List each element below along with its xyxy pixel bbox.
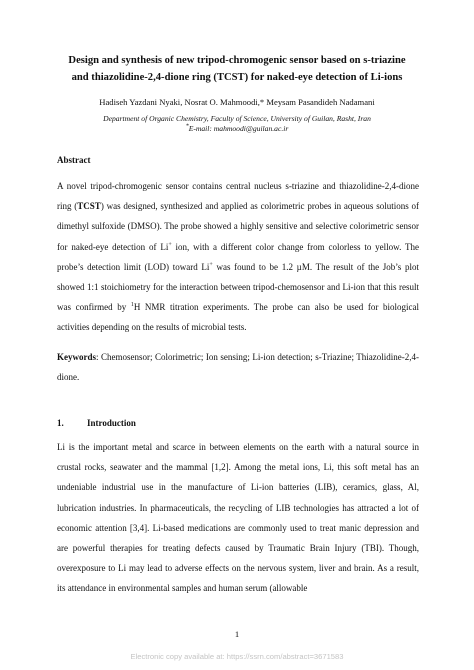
section-number: 1. — [57, 418, 64, 428]
superscript-plus: + — [168, 241, 172, 248]
abstract-text-3: ion, with a different color change from colorless to yellow. The probe’s detection limit (LOD) toward Li — [57, 241, 419, 272]
title-line-2: and thiazolidine-2,4-dione ring (TCST) for naked-eye detection of Li-ions — [71, 72, 403, 83]
tcst-acronym: TCST — [77, 201, 101, 212]
author-list: Hadiseh Yazdani Nyaki, Nosrat O. Mahmoodi,* Meysam Pasandideh Nadamani — [99, 97, 375, 107]
page-number: 1 — [234, 629, 240, 639]
abstract-text-1: A novel tripod-chromogenic sensor contains central nucleus s-triazine and thiazolidine-2,4-dione ring ( — [57, 181, 419, 212]
corresponding-mark: * — [185, 123, 189, 130]
keywords-label: Keywords — [57, 352, 96, 362]
email-line — [40, 124, 434, 134]
keywords — [57, 347, 419, 387]
abstract-heading: Abstract — [57, 155, 91, 165]
superscript-plus: + — [209, 261, 213, 268]
title-line-1: Design and synthesis of new tripod-chromogenic sensor based on s-triazine — [68, 55, 406, 66]
abstract-text-2: ) was designed, synthesized and applied as colorimetric probes in aqueous solutions of dimethyl sulfoxide (DMSO). The probe showed a highly sensitive and selective colorimetric sensor for naked-eye detection of Li — [57, 201, 419, 252]
abstract-text-4: was found to be 1.2 µM. The result of the Job’s plot showed 1:1 stoichiometry for the interaction between tripod-chemosensor and Li-ion that this result was confirmed by — [57, 261, 419, 313]
paper-title — [40, 52, 434, 86]
abstract-body — [57, 176, 419, 338]
email-text: E-mail: mahmoodi@guilan.ac.ir — [188, 124, 289, 133]
abstract-text-5: H NMR titration experiments. The probe can also be used for biological activities depending on the results of microbial tests. — [57, 302, 419, 333]
ssrn-footer: Electronic copy available at: https://ssrn.com/abstract=3671583 — [130, 652, 344, 661]
affiliation — [40, 114, 434, 134]
section-title: Introduction — [87, 418, 136, 428]
superscript-one: 1 — [130, 302, 134, 309]
introduction-body — [57, 437, 419, 599]
introduction-text: Li is the important metal and scarce in between elements on the earth with a natural source in crustal rocks, seawater and the mammal [1,2]. Among the metal ions, Li, this soft metal has an undeniable industrial use in the manufacture of Li-ion batteries (LIB), ceramics, glass, Al, lubrication industries. In pharmaceuticals, the recycling of LIB technologies has attracted a lot of economic attention [3,4]. Li-based medications are commonly used to treat manic depression and are powerful therapies for treating defects caused by Traumatic Brain Injury (TBI). Though, overexposure to Li may lead to adverse effects on the nervous system, liver and brain. As a result, its attendance in environmental samples and human serum (allowable — [57, 442, 419, 594]
affiliation-line: Department of Organic Chemistry, Faculty of Science, University of Guilan, Rasht, Iran — [103, 114, 371, 123]
introduction-heading — [57, 418, 136, 428]
keywords-text: : Chemosensor; Colorimetric; Ion sensing; Li-ion detection; s-Triazine; Thiazolidine-2,4-dione. — [57, 352, 419, 382]
